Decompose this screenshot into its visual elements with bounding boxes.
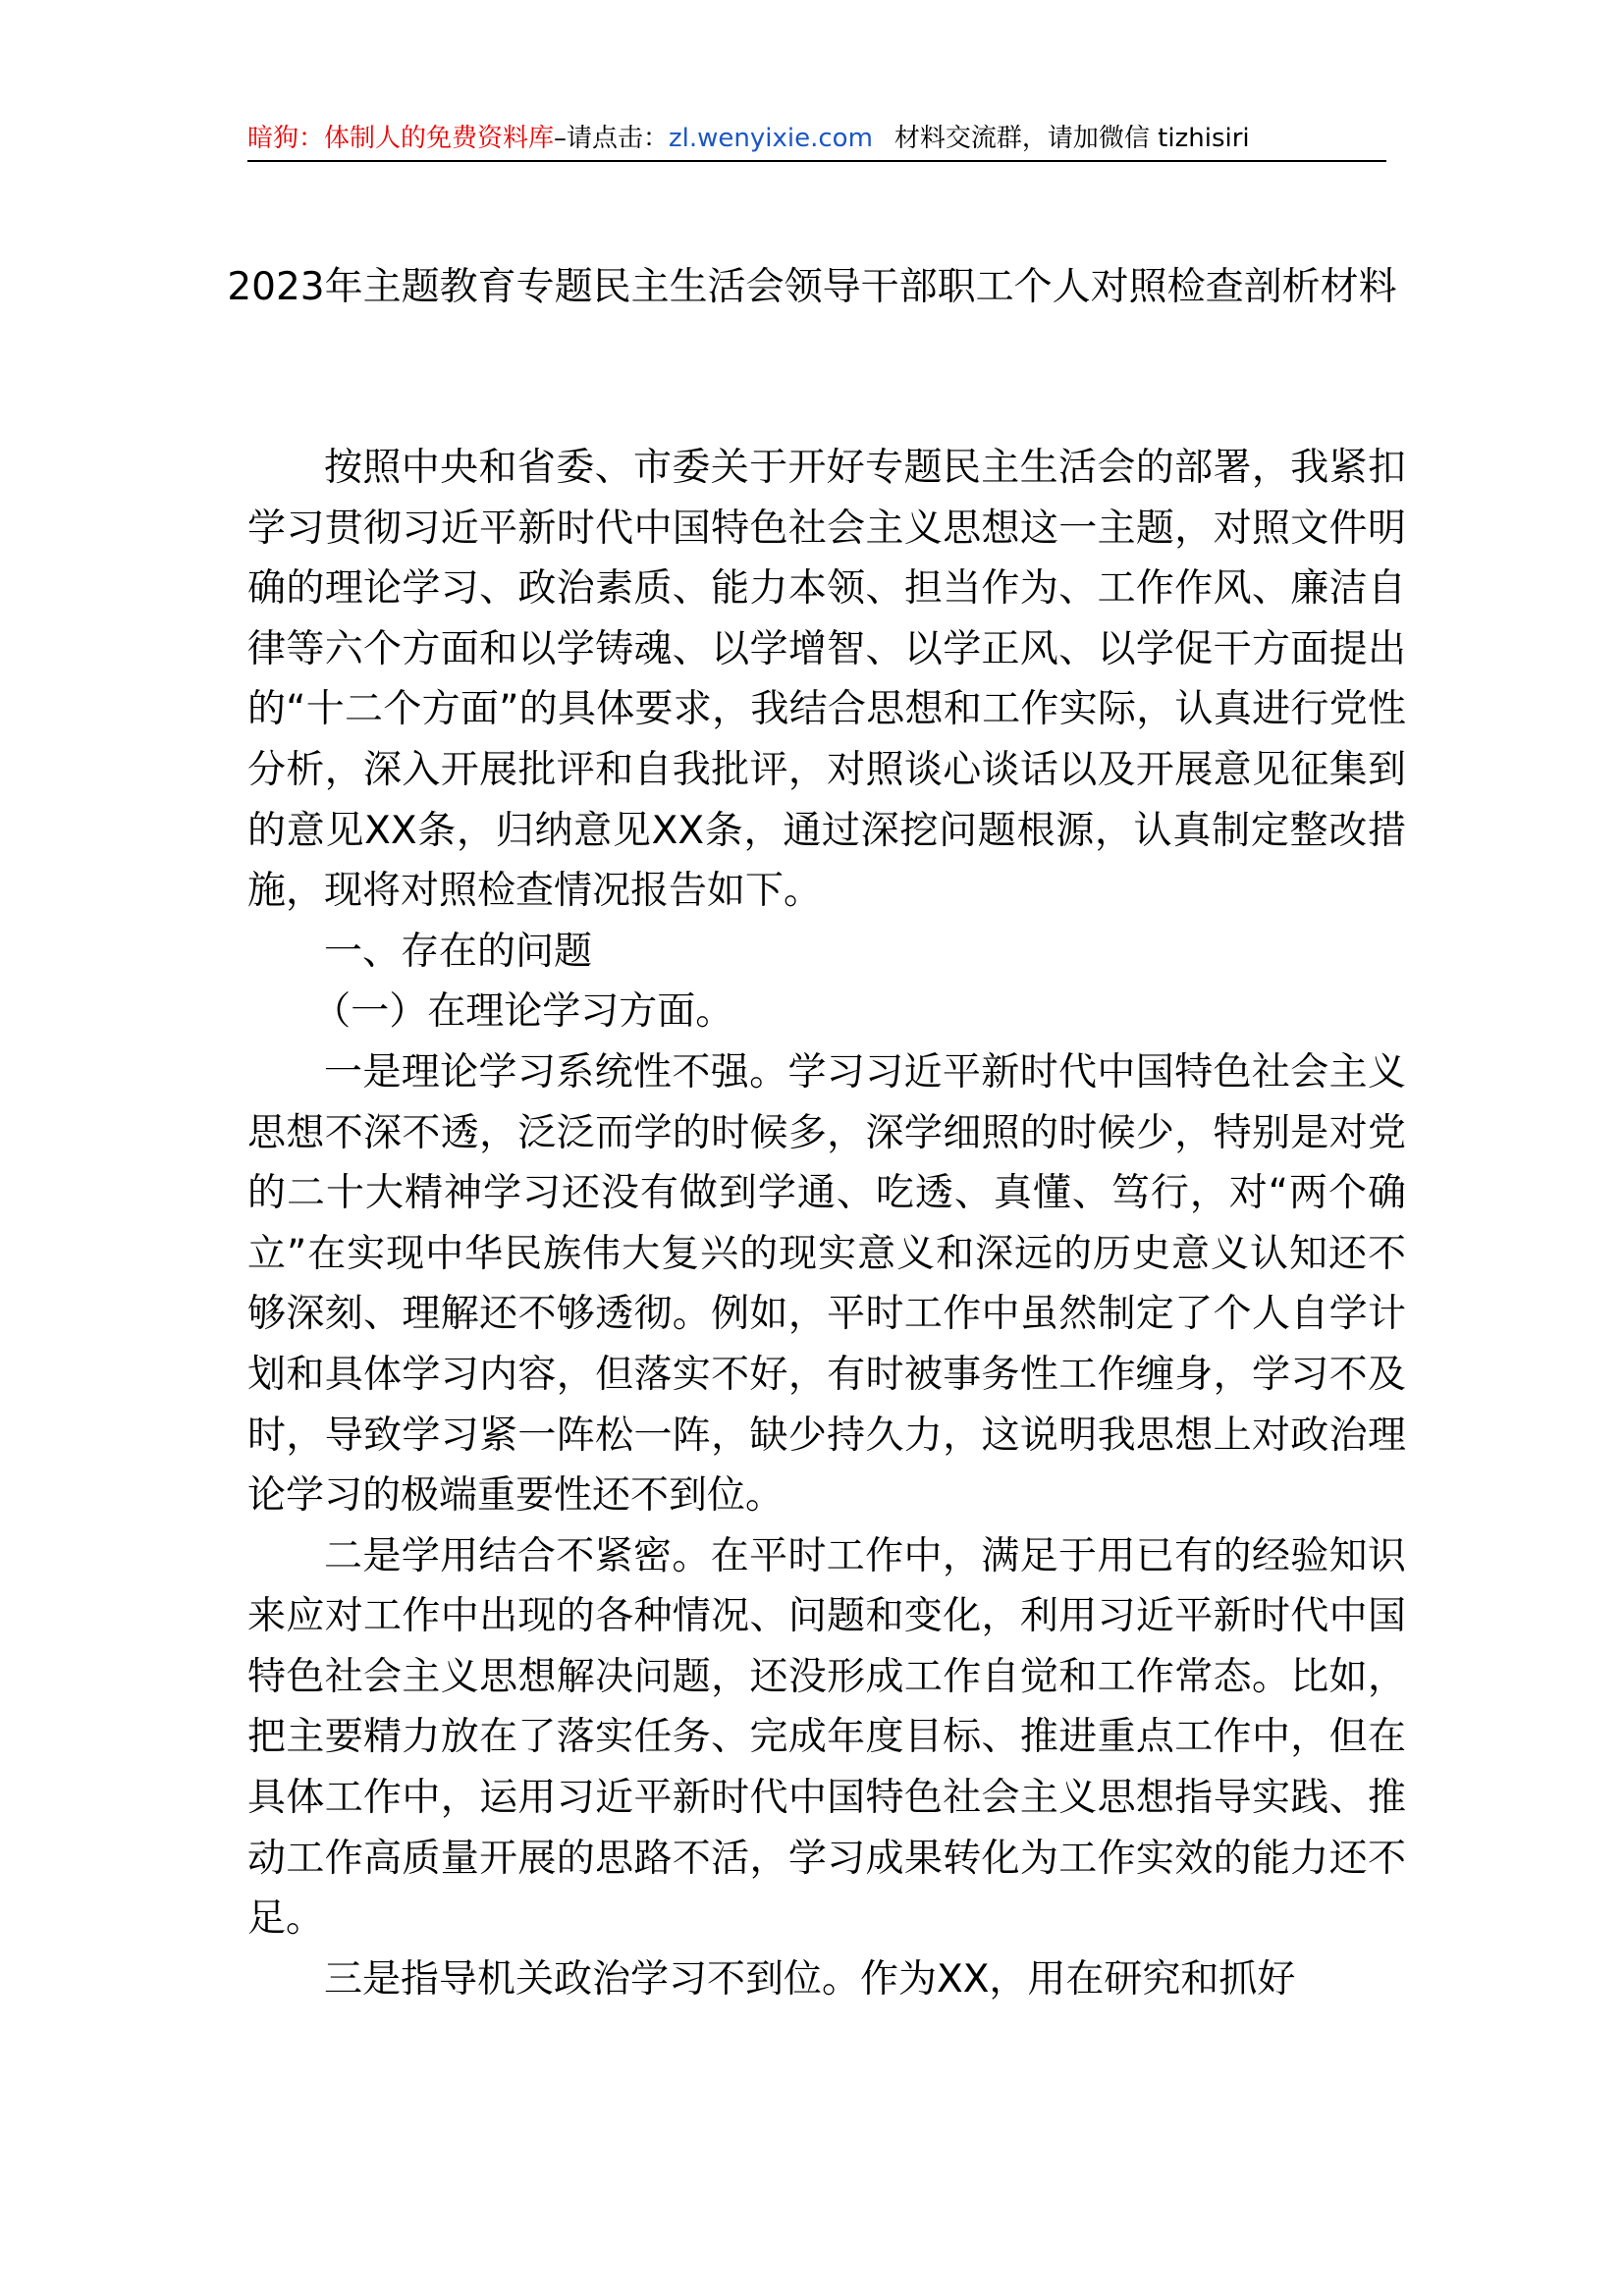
body-paragraph-3: 三是指导机关政治学习不到位。作为XX，用在研究和抓好 [324,1956,1296,2002]
document-body [247,438,1406,2009]
section-heading: 一、存在的问题 [324,929,593,974]
header-prompt: –请点击： [554,124,670,153]
body-paragraph-2: 二是学用结合不紧密。在平时工作中，满足于用已有的经验知识来应对工作中出现的各种情况、问题和变化，利用习近平新时代中国特色社会主义思想解决问题，还没形成工作自觉和工作常态。比如，把主要精力放在了落实任务、完成年度目标、推进重点工作中，但在具体工作中，运用习近平新时代中国特色社会主义思想指导实践、推动工作高质量开展的思路不活，学习成果转化为工作实效的能力还不足。 [247,1533,1406,1942]
header-site-name: 暗狗：体制人的免费资料库 [247,124,555,153]
body-paragraph-1: 一是理论学习系统性不强。学习习近平新时代中国特色社会主义思想不深不透，泛泛而学的时候多，深学细照的时候少，特别是对党的二十大精神学习还没有做到学通、吃透、真懂、笃行，对“两个确立”在实现中华民族伟大复兴的现实意义和深远的历史意义认知还不够深刻、理解还不够透彻。例如，平时工作中虽然制定了个人自学计划和具体学习内容，但落实不好，有时被事务性工作缠身，学习不及时，导致学习紧一阵松一阵，缺少持久力，这说明我思想上对政治理论学习的极端重要性还不到位。 [247,1049,1406,1519]
header-divider [247,160,1386,162]
header-link[interactable]: zl.wenyixie.com [669,124,873,153]
subsection-heading: （一）在理论学习方面。 [312,989,734,1035]
document-title: 2023年主题教育专题民主生活会领导干部职工个人对照检查剖析材料 [227,265,1397,309]
page-header [247,116,1386,161]
header-contact: 材料交流群，请加微信 tizhisiri [893,124,1250,153]
intro-paragraph: 按照中央和省委、市委关于开好专题民主生活会的部署，我紧扣学习贯彻习近平新时代中国特色社会主义思想这一主题，对照文件明确的理论学习、政治素质、能力本领、担当作为、工作作风、廉洁自律等六个方面和以学铸魂、以学增智、以学正风、以学促干方面提出的“十二个方面”的具体要求，我结合思想和工作实际，认真进行党性分析，深入开展批评和自我批评，对照谈心谈话以及开展意见征集到的意见XX条，归纳意见XX条，通过深挖问题根源，认真制定整改措施，现将对照检查情况报告如下。 [247,446,1406,914]
